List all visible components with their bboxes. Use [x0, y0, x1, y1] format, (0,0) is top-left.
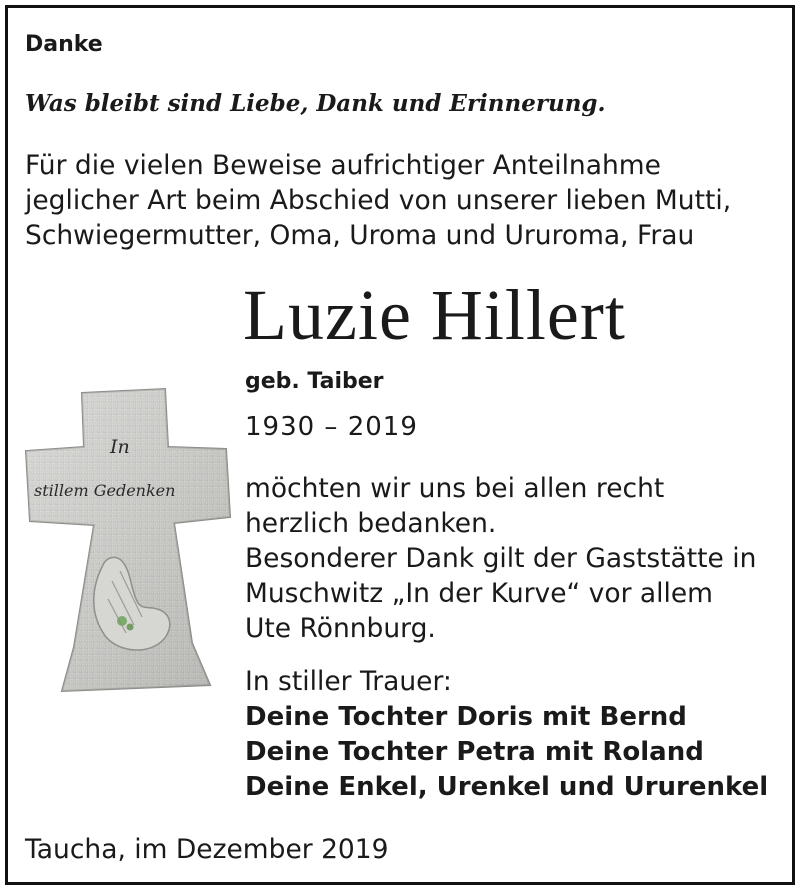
- mourners-list: [245, 700, 768, 805]
- deceased-name: Luzie Hillert: [243, 275, 626, 355]
- place-date: Taucha, im Dezember 2019: [25, 834, 389, 865]
- intro-text: [25, 148, 731, 253]
- mourner-line: Deine Tochter Doris mit Bernd: [245, 702, 687, 732]
- motto: Was bleibt sind Liebe, Dank und Erinnerung.: [25, 90, 606, 117]
- cross-inscription-top: In: [110, 436, 130, 458]
- thanks-line: möchten wir uns bei allen recht: [245, 473, 665, 504]
- intro-line: Schwiegermutter, Oma, Uroma und Ururoma, Frau: [25, 220, 695, 251]
- thanks-line: Ute Rönnburg.: [245, 613, 436, 644]
- intro-line: jeglicher Art beim Abschied von unserer lieben Mutti,: [25, 185, 732, 216]
- memorial-cross-image: [22, 385, 234, 700]
- notice-heading: Danke: [25, 32, 103, 57]
- life-years: 1930 – 2019: [245, 412, 418, 442]
- intro-line: Für die vielen Beweise aufrichtiger Anteilnahme: [25, 150, 661, 181]
- mourner-line: Deine Enkel, Urenkel und Ururenkel: [245, 772, 769, 802]
- thanks-line: Muschwitz „In der Kurve“ vor allem: [245, 578, 713, 609]
- thanks-line: Besonderer Dank gilt der Gaststätte in: [245, 543, 757, 574]
- maiden-name: geb. Taiber: [245, 369, 384, 394]
- thanks-text: [245, 471, 756, 646]
- mourning-label: In stiller Trauer:: [245, 666, 452, 697]
- thanks-line: herzlich bedanken.: [245, 508, 497, 539]
- cross-inscription-bottom: stillem Gedenken: [34, 481, 176, 500]
- mourner-line: Deine Tochter Petra mit Roland: [245, 737, 704, 767]
